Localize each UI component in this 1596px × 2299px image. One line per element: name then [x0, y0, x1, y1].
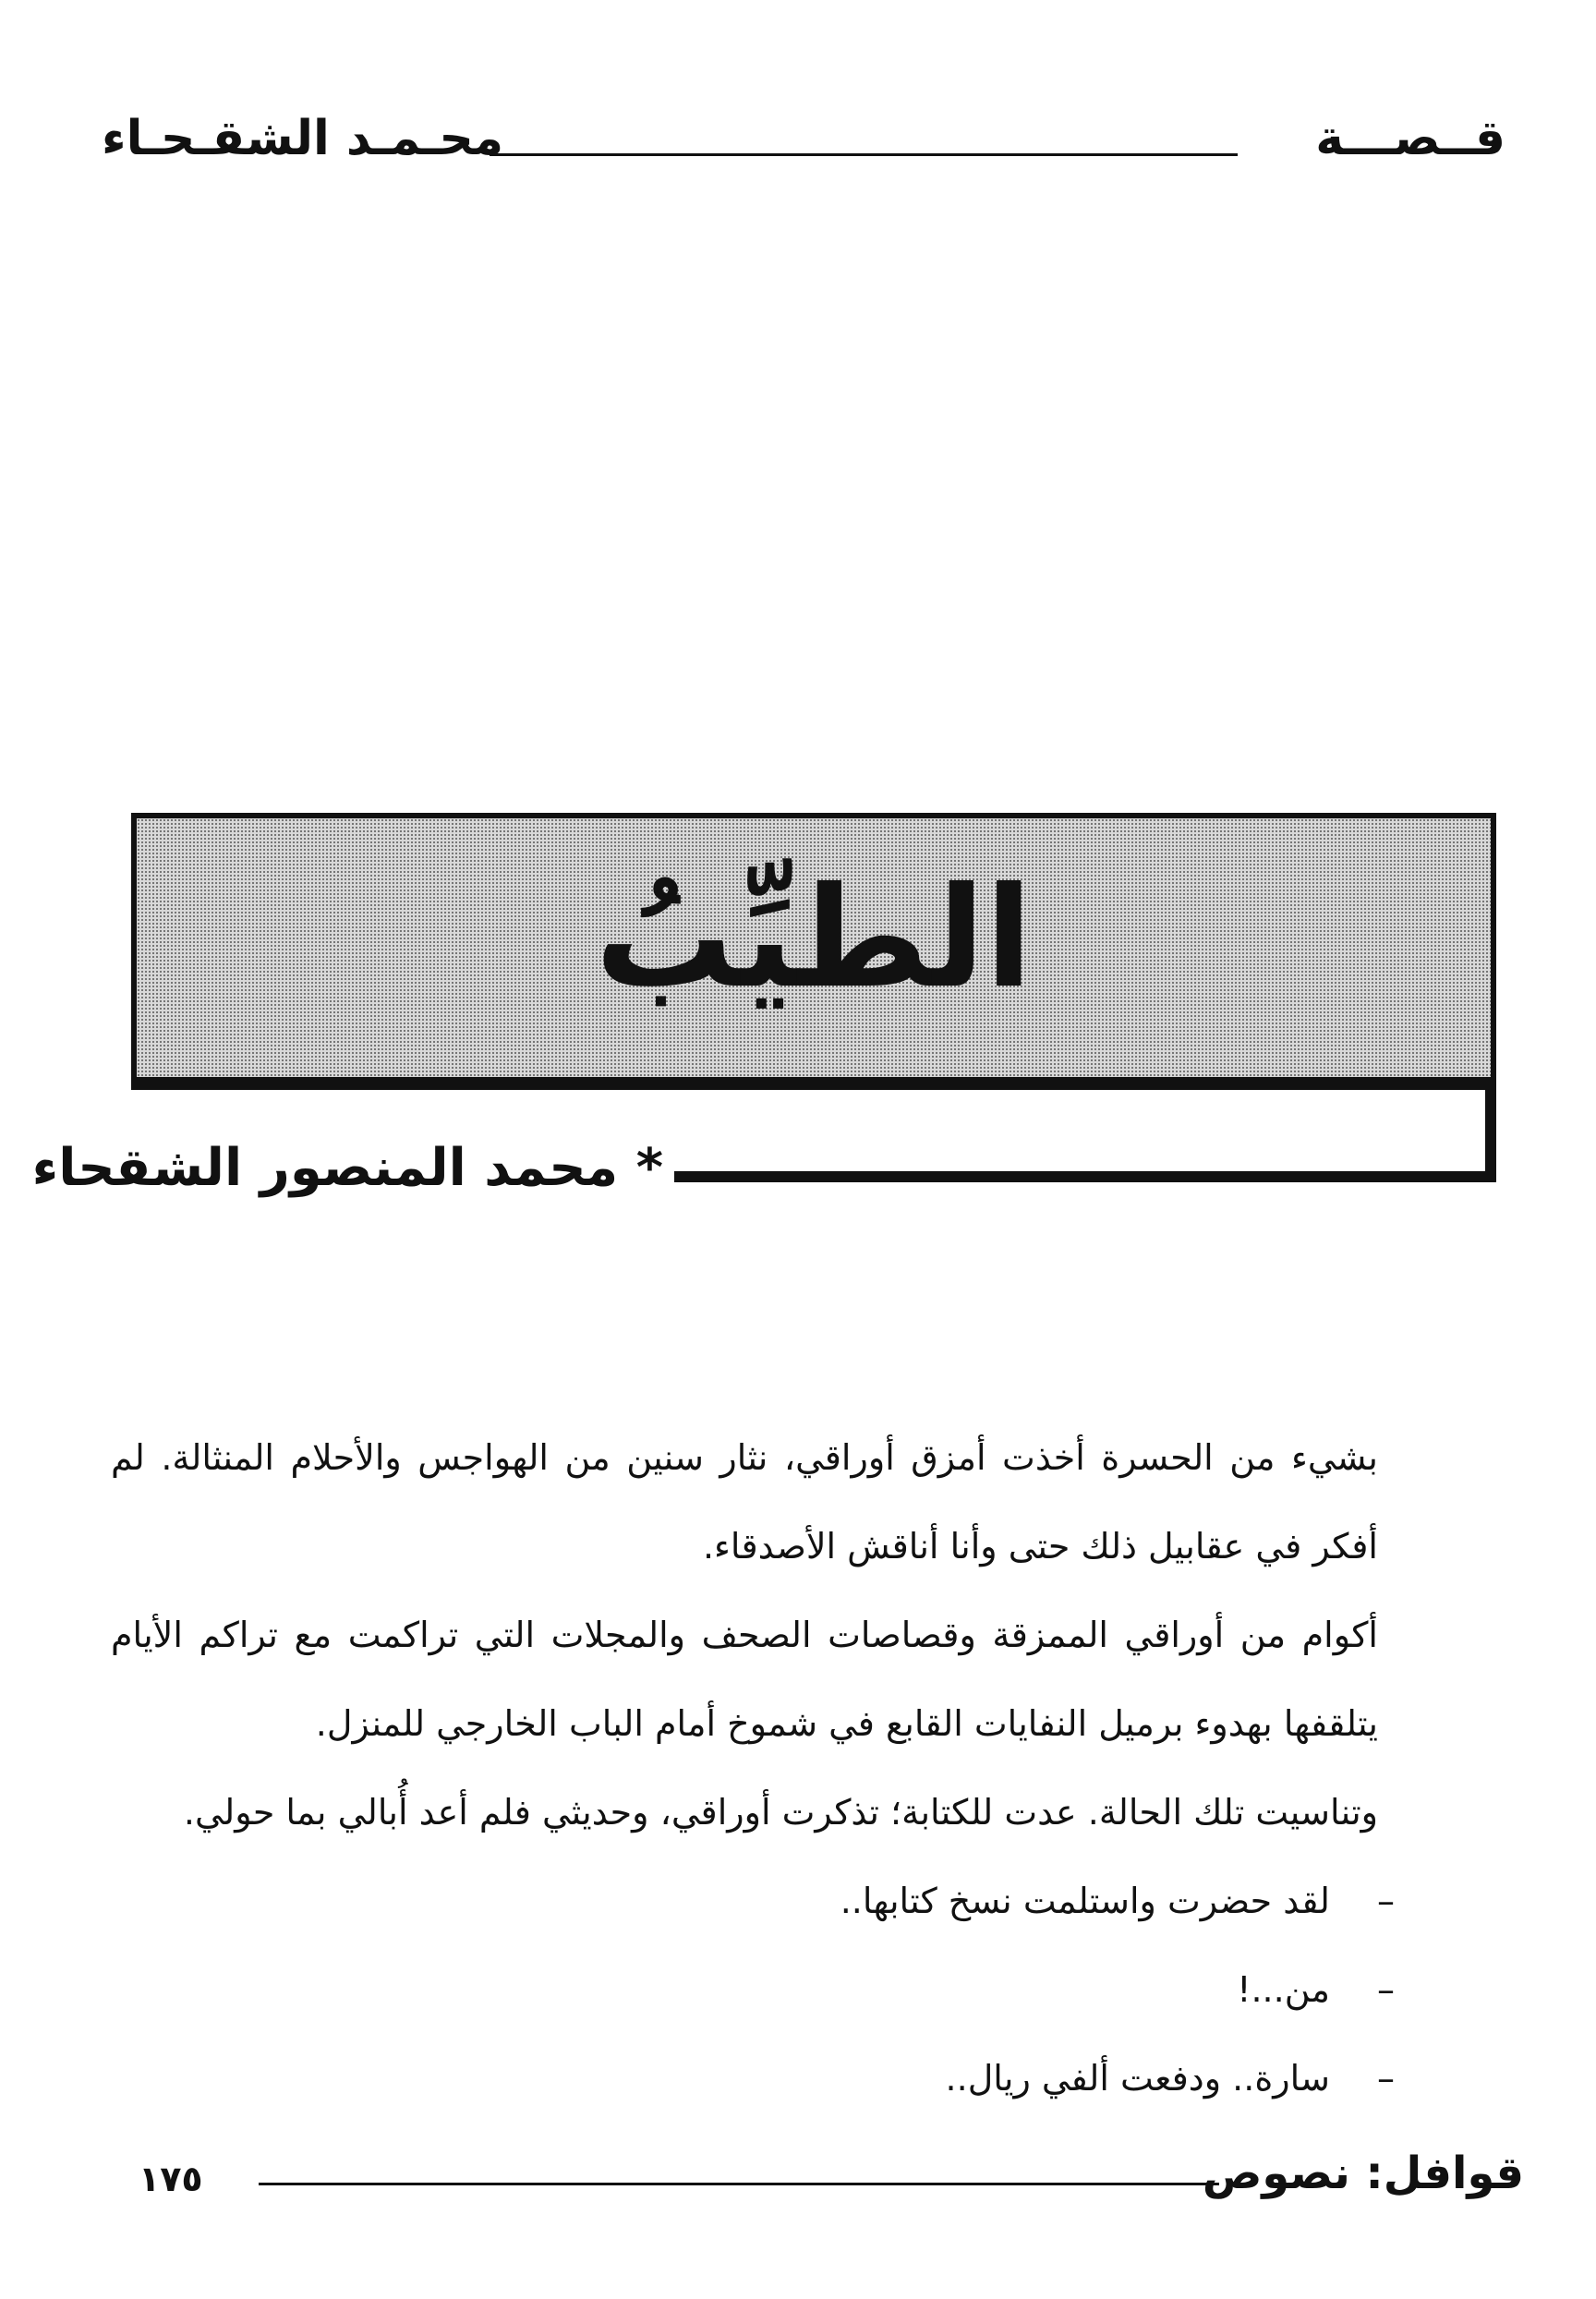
header-section-label: قــصـــة: [1315, 111, 1505, 166]
running-header: [102, 111, 1505, 185]
dialogue-line-1: [111, 1857, 1505, 1945]
dialogue-dash: –: [1377, 1969, 1395, 2010]
page-number: ١٧٥: [139, 2159, 203, 2199]
title-box: [131, 813, 1496, 1090]
header-author: محـمـد الشقـحـاء: [102, 111, 504, 166]
title-bracket-vertical: [1485, 1090, 1496, 1182]
dialogue-line-3: [111, 2034, 1505, 2123]
footer-journal: قوافل: نصوص: [1202, 2148, 1524, 2199]
dialogue-dash: –: [1377, 1881, 1395, 1921]
story-body: [111, 1413, 1505, 2123]
header-rule: [490, 153, 1238, 156]
footer-rule: [259, 2183, 1219, 2185]
title-bracket-horizontal: [674, 1171, 1496, 1182]
paragraph-2: أكوام من أوراقي الممزقة وقصاصات الصحف والمجلات التي تراكمت مع تراكم الأيام يتلقفها بهدوء برميل النفايات القابع في شموخ أمام الباب الخارجي للمنزل.: [111, 1615, 1378, 1744]
dialogue-text: سارة.. ودفعت ألفي ريال..: [945, 2058, 1330, 2099]
dialogue-dash: –: [1377, 2058, 1395, 2099]
page-footer: [139, 2148, 1524, 2221]
dialogue-text: من...!: [1237, 1969, 1330, 2010]
story-byline: * محمد المنصور الشقحاء: [31, 1138, 663, 1198]
paragraph-1: بشيء من الحسرة أخذت أمزق أوراقي، نثار سنين من الهواجس والأحلام المنثالة. لم أفكر في عقابيل ذلك حتى وأنا أناقش الأصدقاء.: [111, 1437, 1378, 1567]
story-title: الطيِّبُ: [595, 858, 1033, 1019]
dialogue-line-2: [111, 1945, 1505, 2034]
dialogue-text: لقد حضرت واستلمت نسخ كتابها..: [840, 1881, 1330, 1921]
paragraph-3: وتناسيت تلك الحالة. عدت للكتابة؛ تذكرت أوراقي، وحديثي فلم أعد أُبالي بما حولي.: [183, 1792, 1378, 1833]
